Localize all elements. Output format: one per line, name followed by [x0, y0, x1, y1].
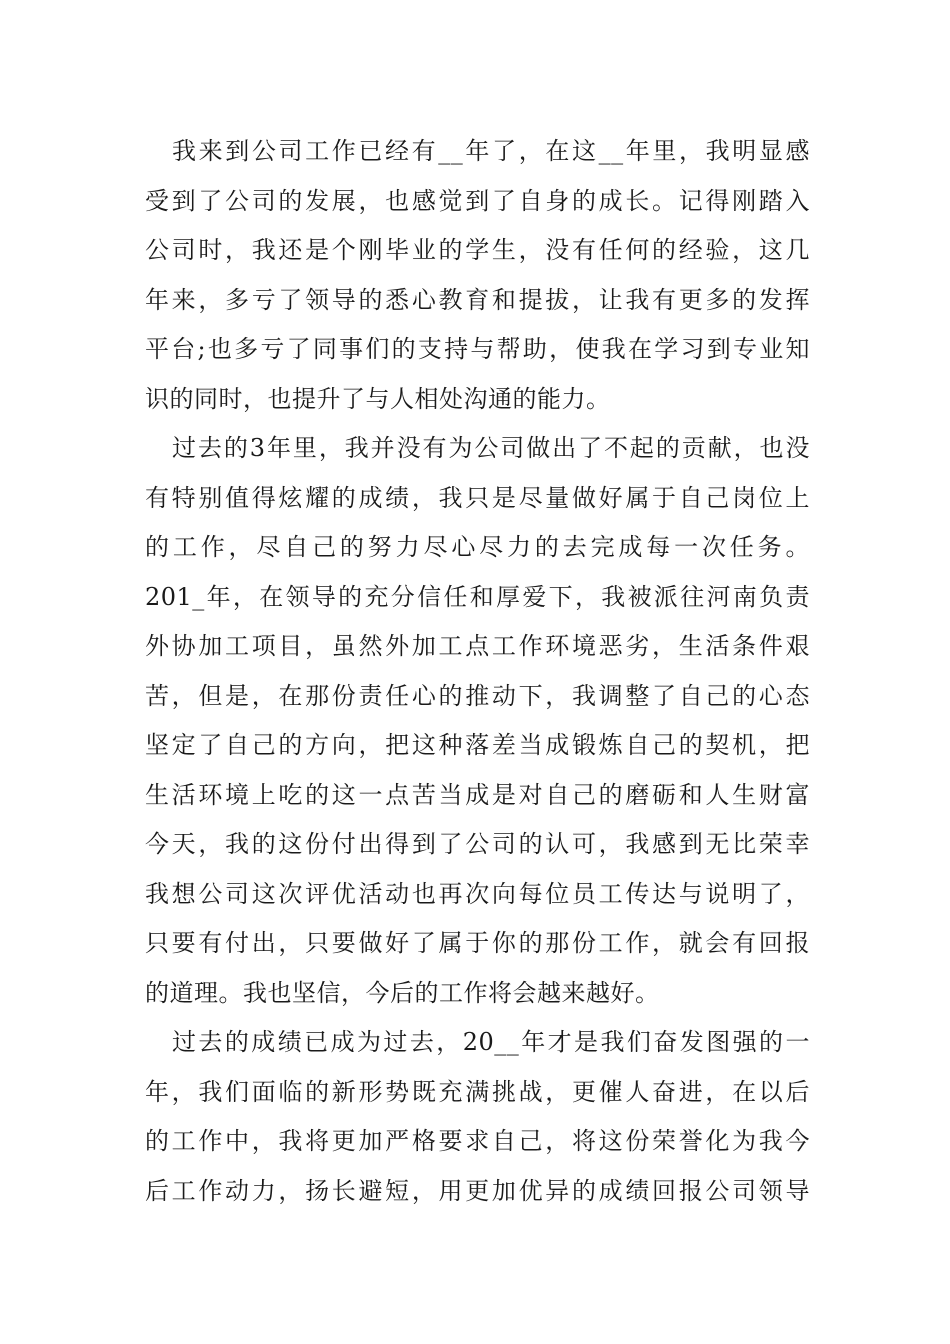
- text-line: 坚定了自己的方向，把这种落差当成锻炼自己的契机，把: [145, 731, 810, 759]
- text-line: 苦，但是，在那份责任心的推动下，我调整了自己的心态: [145, 681, 810, 710]
- text-line: 只要有付出，只要做好了属于你的那份工作，就会有回报: [145, 929, 810, 957]
- text-line: 有特别值得炫耀的成绩，我只是尽量做好属于自己岗位上: [145, 483, 810, 512]
- document-body: [145, 127, 810, 1216]
- text-line: 201_年，在领导的充分信任和厚爱下，我被派往河南负责: [145, 582, 810, 611]
- text-line: 识的同时，也提升了与人相处沟通的能力。: [145, 384, 611, 413]
- text-line: 生活环境上吃的这一点苦当成是对自己的磨砺和人生财富: [145, 780, 810, 809]
- paragraph-2: [145, 424, 810, 1018]
- text-line: 后工作动力，扬长避短，用更加优异的成绩回报公司领导: [145, 1176, 810, 1205]
- text-line: 过去的3年里，我并没有为公司做出了不起的贡献，也没: [172, 434, 810, 462]
- text-line: 的道理。我也坚信，今后的工作将会越来越好。: [145, 978, 660, 1007]
- text-line: 我来到公司工作已经有__年了，在这__年里，我明显感: [172, 137, 810, 165]
- text-line: 受到了公司的发展，也感觉到了自身的成长。记得刚踏入: [145, 186, 810, 215]
- text-line: 年，我们面临的新形势既充满挑战，更催人奋进，在以后: [145, 1077, 810, 1106]
- text-line: 过去的成绩已成为过去，20__年才是我们奋发图强的一: [172, 1028, 810, 1056]
- text-line: 今天，我的这份付出得到了公司的认可，我感到无比荣幸: [145, 830, 810, 858]
- text-line: 的工作中，我将更加严格要求自己，将这份荣誉化为我今: [145, 1127, 810, 1155]
- text-line: 我想公司这次评优活动也再次向每位员工传达与说明了，: [145, 879, 810, 908]
- text-line: 平台;也多亏了同事们的支持与帮助，使我在学习到专业知: [145, 335, 810, 363]
- text-line: 年来，多亏了领导的悉心教育和提拔，让我有更多的发挥: [145, 285, 810, 314]
- paragraph-1: [145, 127, 810, 424]
- paragraph-3: [145, 1018, 810, 1216]
- text-line: 公司时，我还是个刚毕业的学生，没有任何的经验，这几: [145, 236, 810, 264]
- text-line: 外协加工项目，虽然外加工点工作环境恶劣，生活条件艰: [145, 632, 810, 660]
- text-line: 的工作，尽自己的努力尽心尽力的去完成每一次任务。: [145, 533, 810, 561]
